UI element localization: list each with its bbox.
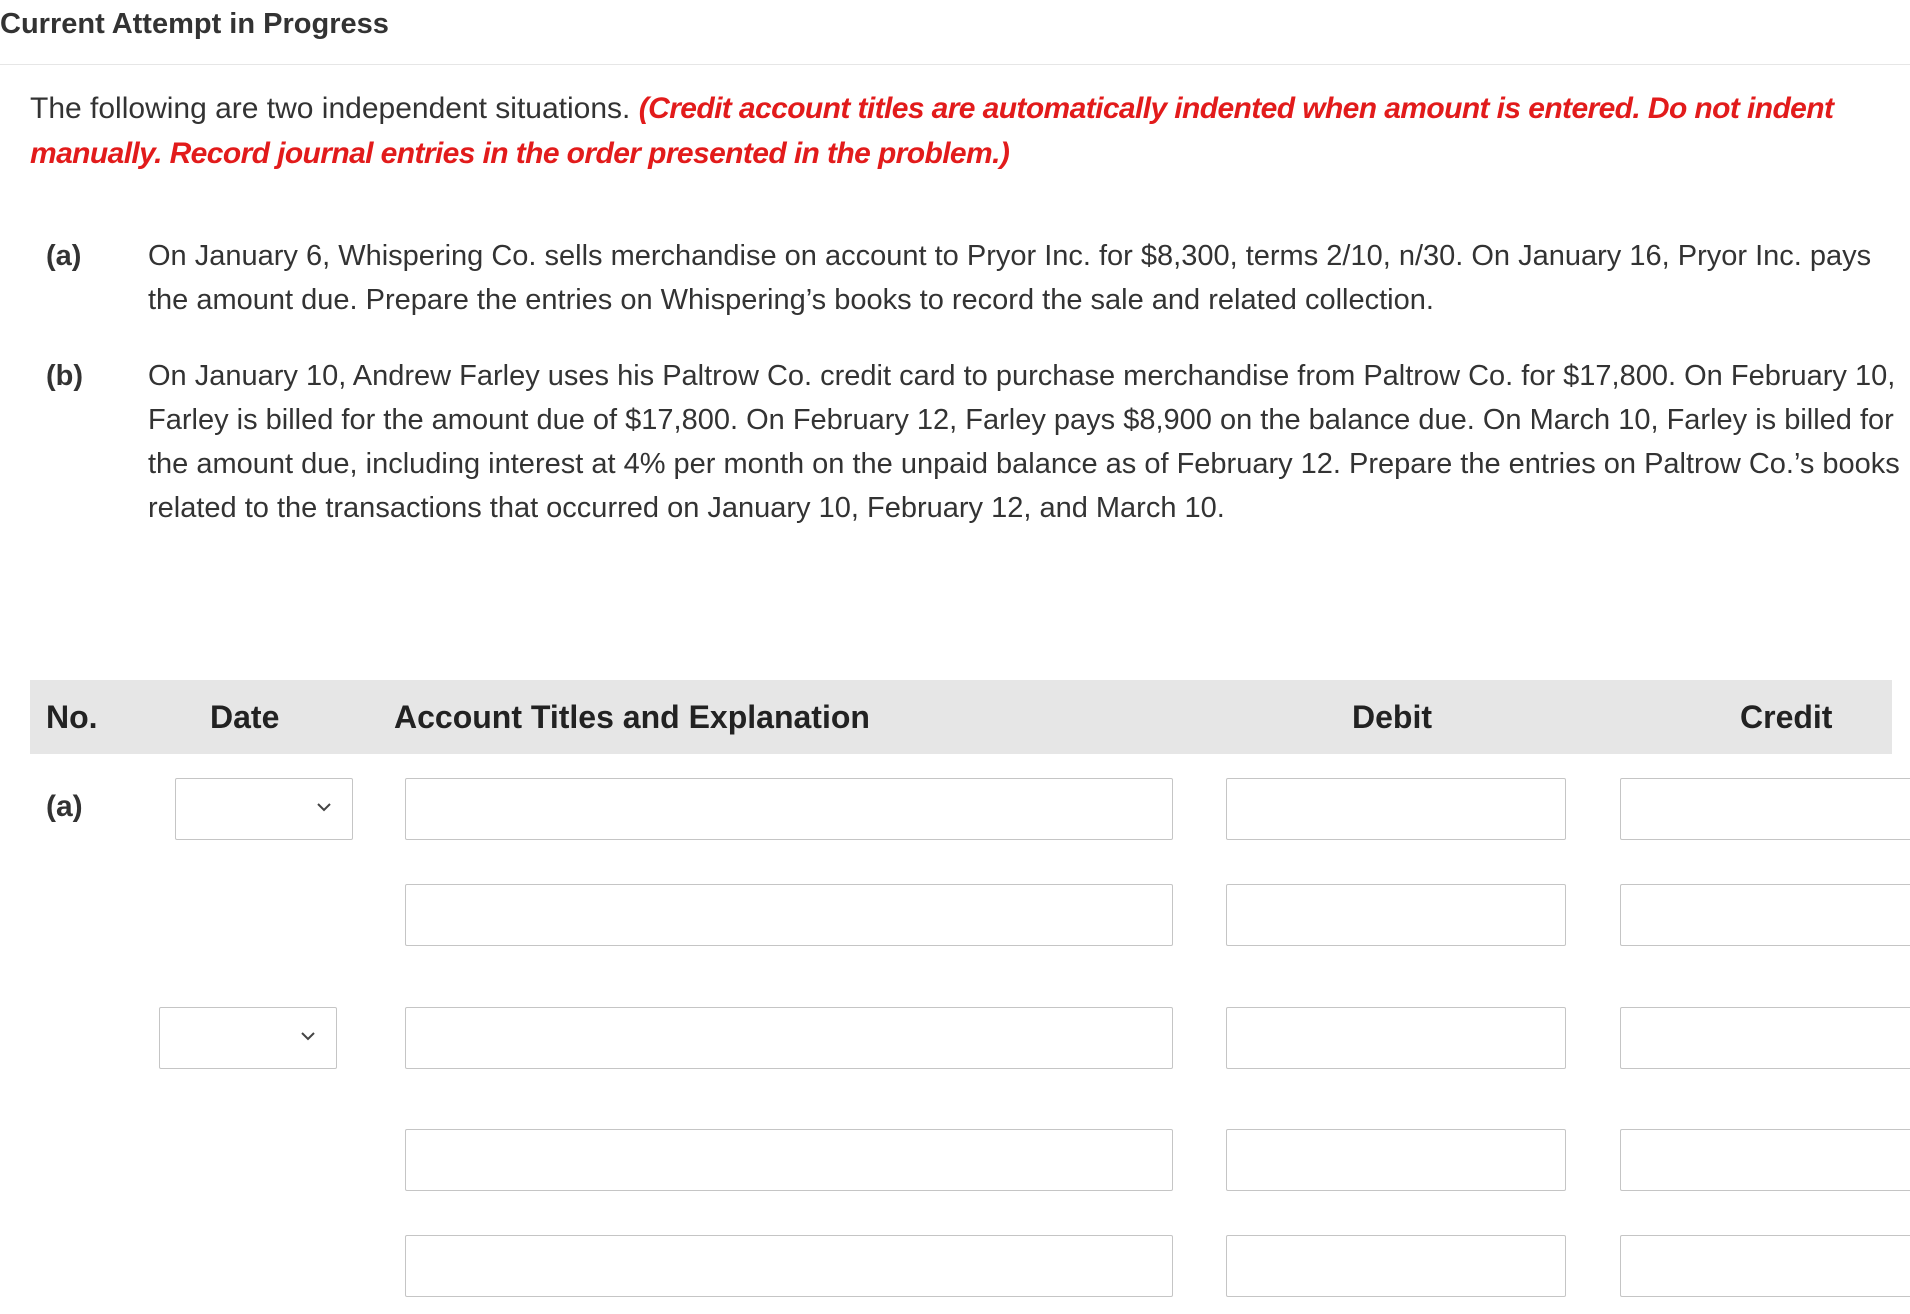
credit-input[interactable] [1620, 778, 1910, 840]
journal-table-header [30, 680, 1892, 754]
column-header-debit: Debit [1352, 699, 1432, 735]
column-header-credit: Credit [1740, 699, 1833, 735]
credit-input[interactable] [1620, 1129, 1910, 1191]
debit-input[interactable] [1226, 1007, 1566, 1069]
chevron-down-icon [314, 797, 334, 817]
attempt-header [0, 0, 1910, 65]
account-title-input[interactable] [405, 1007, 1173, 1069]
credit-input[interactable] [1620, 884, 1910, 946]
column-header-date: Date [210, 699, 280, 735]
account-title-input[interactable] [405, 884, 1173, 946]
instructions-note: (Credit account titles are automatically indented when amount is entered. Do not indent manually. Record journal entries in the order presented in the problem.) [30, 92, 1834, 170]
date-select[interactable] [159, 1007, 337, 1069]
debit-input[interactable] [1226, 1129, 1566, 1191]
instructions-text: The following are two independent situations. [30, 92, 631, 125]
attempt-title: Current Attempt in Progress [0, 8, 389, 40]
situation-text: On January 10, Andrew Farley uses his Paltrow Co. credit card to purchase merchandise from Paltrow Co. for $17,800. On February 10, Farley is billed for the amount due of $17,800. On February 12, Farley pays $8,900 on the balance due. On March 10, Farley is billed for the amount due, including interest at 4% per month on the unpaid balance as of February 12. Prepare the entries on Paltrow Co.’s books related to the transactions that occurred on January 10, February 12, and March 10. [148, 360, 1900, 524]
situation-text: On January 6, Whispering Co. sells merchandise on account to Pryor Inc. for $8,300, terms 2/10, n/30. On January 16, Pryor Inc. pays the amount due. Prepare the entries on Whispering’s books to record the sale and related collection. [148, 240, 1872, 316]
column-header-no: No. [46, 699, 98, 735]
situation-label: (b) [46, 360, 84, 392]
credit-input[interactable] [1620, 1235, 1910, 1297]
chevron-down-icon [298, 1026, 318, 1046]
debit-input[interactable] [1226, 1235, 1566, 1297]
account-title-input[interactable] [405, 778, 1173, 840]
account-title-input[interactable] [405, 1235, 1173, 1297]
situation-label: (a) [46, 240, 82, 272]
debit-input[interactable] [1226, 884, 1566, 946]
debit-input[interactable] [1226, 778, 1566, 840]
credit-input[interactable] [1620, 1007, 1910, 1069]
date-select[interactable] [175, 778, 353, 840]
column-header-account: Account Titles and Explanation [394, 699, 870, 735]
entry-label: (a) [46, 790, 83, 823]
account-title-input[interactable] [405, 1129, 1173, 1191]
instructions [30, 86, 1860, 176]
